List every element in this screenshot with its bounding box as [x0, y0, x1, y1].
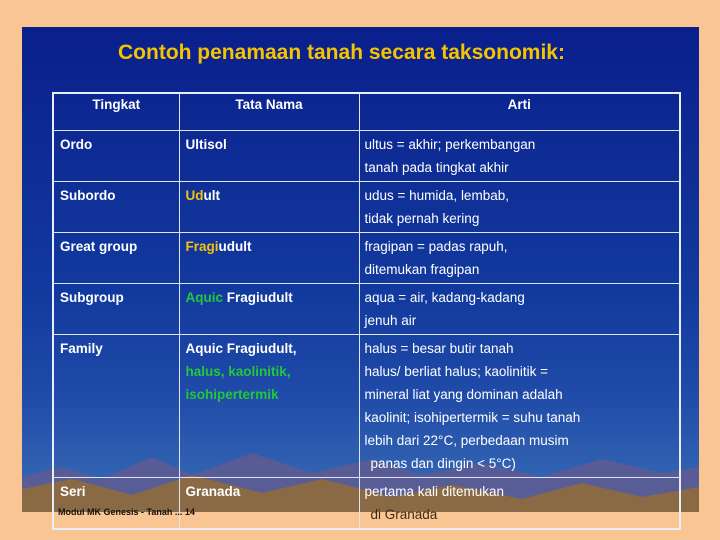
header-tata-nama: Tata Nama: [179, 93, 359, 131]
cell-arti: [359, 182, 680, 233]
cell-tingkat: Family: [53, 335, 179, 478]
arti-line: ditemukan fragipan: [364, 262, 480, 277]
cell-tingkat: Ordo: [53, 131, 179, 182]
arti-line: lebih dari 22°C, perbedaan musim: [364, 433, 569, 448]
arti-line: halus/ berliat halus; kaolinitik =: [364, 364, 548, 379]
name-highlight: Fragi: [185, 239, 219, 254]
arti-line: tanah pada tingkat akhir: [364, 160, 509, 175]
slide: [22, 27, 699, 522]
name-highlight: Aquic: [185, 290, 224, 305]
slide-title: Contoh penamaan tanah secara taksonomik:: [118, 41, 565, 64]
name-line-highlight: isohipertermik: [185, 387, 279, 402]
cell-tata-nama: [179, 131, 359, 182]
name-line: Aquic Fragiudult,: [185, 341, 297, 356]
name-rest: ult: [203, 188, 220, 203]
arti-line: pertama kali ditemukan: [364, 484, 505, 499]
cell-tingkat: Subordo: [53, 182, 179, 233]
cell-arti: [359, 233, 680, 284]
table-row-ordo: [53, 131, 680, 182]
table-row-subordo: [53, 182, 680, 233]
cell-tingkat: Seri: [53, 478, 179, 530]
arti-line: panas dan dingin < 5°C): [370, 456, 516, 471]
arti-line: ultus = akhir; perkembangan: [364, 137, 536, 152]
table-row-great-group: [53, 233, 680, 284]
name-rest: Ultisol: [185, 137, 227, 152]
header-arti: Arti: [359, 93, 680, 131]
table-row-family: [53, 335, 680, 478]
cell-tata-nama: [179, 233, 359, 284]
slide-footer: Modul MK Genesis - Tanah ... 14: [58, 507, 195, 517]
arti-line: halus = besar butir tanah: [364, 341, 514, 356]
header-tingkat: Tingkat: [53, 93, 179, 131]
arti-line: aqua = air, kadang-kadang: [364, 290, 525, 305]
arti-line: tidak pernah kering: [364, 211, 480, 226]
table-row-subgroup: [53, 284, 680, 335]
name-rest: udult: [218, 239, 252, 254]
arti-line: mineral liat yang dominan adalah: [364, 387, 563, 402]
arti-line: jenuh air: [364, 313, 417, 328]
cell-tingkat: Great group: [53, 233, 179, 284]
name-highlight: Ud: [185, 188, 204, 203]
cell-tata-nama: [179, 335, 359, 478]
cell-tingkat: Subgroup: [53, 284, 179, 335]
cell-arti: [359, 335, 680, 478]
cell-arti: [359, 284, 680, 335]
cell-tata-nama: [179, 182, 359, 233]
taxonomy-table: [52, 92, 681, 530]
cell-arti: [359, 478, 680, 530]
table-row-seri: [53, 478, 680, 530]
cell-tata-nama: Granada: [179, 478, 359, 530]
name-rest: Fragiudult: [223, 290, 293, 305]
arti-line: kaolinit; isohipertermik = suhu tanah: [364, 410, 581, 425]
table-header-row: [53, 93, 680, 131]
cell-tata-nama: [179, 284, 359, 335]
cell-arti: [359, 131, 680, 182]
arti-line: udus = humida, lembab,: [364, 188, 509, 203]
arti-line: fragipan = padas rapuh,: [364, 239, 508, 254]
arti-line: di Granada: [370, 507, 438, 522]
name-line-highlight: halus, kaolinitik,: [185, 364, 291, 379]
